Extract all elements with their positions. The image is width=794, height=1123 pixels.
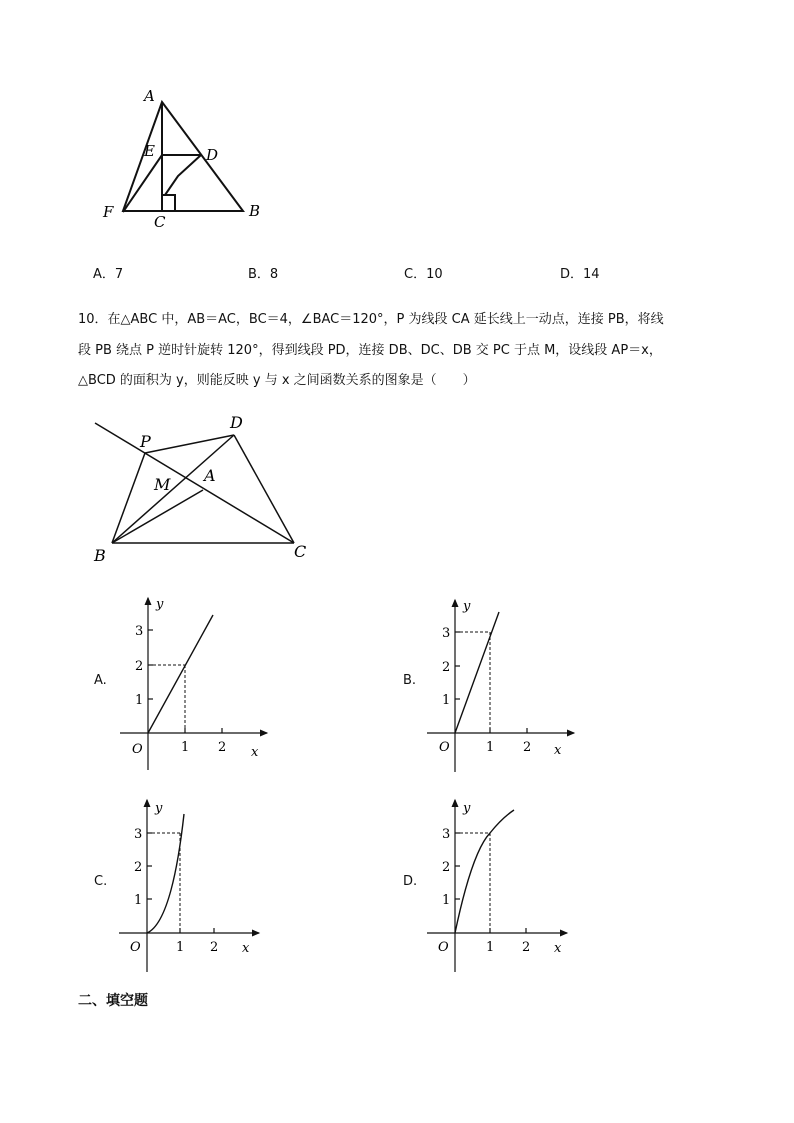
q10-c-xtick-1: 1 [176, 940, 185, 955]
q9-label-C: C [154, 213, 166, 231]
q10-b-x-axis-label: x [554, 743, 562, 758]
q10-a-xtick-1: 1 [181, 740, 190, 755]
q10-text-line3: △BCD 的面积为 y，则能反映 y 与 x 之间函数关系的图象是（ ） [78, 373, 476, 388]
q10-a-ytick-3: 3 [135, 624, 144, 639]
q10-c-xtick-2: 2 [210, 940, 219, 955]
q10-label-B: B [94, 546, 106, 565]
q9-label-B: B [249, 202, 261, 220]
q10-text-line2: 段 PB 绕点 P 逆时针旋转 120°，得到线段 PD，连接 DB、DC、DB 交 PC 于点 M，设线段 AP＝x， [78, 343, 662, 358]
q10-option-b-label[interactable]: B. [403, 673, 417, 688]
q10-c-y-axis-label: y [155, 801, 163, 816]
q10-option-a-label[interactable]: A. [94, 673, 107, 688]
q10-d-xtick-2: 2 [522, 940, 531, 955]
q10-a-ytick-2: 2 [135, 659, 144, 674]
q10-b-origin: O [439, 740, 450, 755]
q10-option-d-graph[interactable] [422, 792, 582, 977]
q10-a-xtick-2: 2 [218, 740, 227, 755]
q10-c-ytick-3: 3 [134, 827, 143, 842]
q10-label-M: M [154, 475, 171, 494]
q9-option-c[interactable]: C．10 [404, 267, 443, 282]
q10-c-origin: O [130, 940, 141, 955]
q10-a-y-axis-label: y [156, 597, 164, 612]
q9-label-F: F [103, 203, 114, 221]
q10-b-ytick-2: 2 [442, 660, 451, 675]
q10-b-xtick-1: 1 [486, 740, 495, 755]
q10-a-x-axis-label: x [251, 745, 259, 760]
q9-option-a[interactable]: A．7 [93, 267, 124, 282]
q10-b-ytick-1: 1 [442, 693, 451, 708]
q10-c-ytick-2: 2 [134, 860, 143, 875]
q10-b-y-axis-label: y [463, 599, 471, 614]
q10-d-ytick-3: 3 [442, 827, 451, 842]
q10-c-ytick-1: 1 [134, 893, 143, 908]
q10-b-xtick-2: 2 [523, 740, 532, 755]
q10-d-origin: O [438, 940, 449, 955]
q9-figure [95, 82, 275, 232]
q10-b-ytick-3: 3 [442, 626, 451, 641]
q9-option-b[interactable]: B．8 [248, 267, 279, 282]
q10-d-xtick-1: 1 [486, 940, 495, 955]
q10-a-origin: O [132, 742, 143, 757]
q9-label-A: A [144, 87, 155, 105]
section-heading-fill-in: 二、填空题 [78, 993, 148, 1009]
q10-d-ytick-1: 1 [442, 893, 451, 908]
q10-a-ytick-1: 1 [135, 693, 144, 708]
q9-option-d[interactable]: D．14 [560, 267, 600, 282]
q10-option-d-label[interactable]: D. [403, 874, 418, 889]
q10-d-y-axis-label: y [463, 801, 471, 816]
q10-label-A: A [204, 466, 216, 485]
q10-label-C: C [294, 542, 307, 561]
q10-option-b-graph[interactable] [422, 592, 582, 777]
q10-c-x-axis-label: x [242, 941, 250, 956]
q10-option-a-graph[interactable] [115, 590, 275, 775]
q10-option-c-graph[interactable] [114, 792, 274, 977]
q9-label-E: E [144, 142, 155, 160]
q10-d-x-axis-label: x [554, 941, 562, 956]
q9-label-D: D [206, 146, 219, 164]
q10-option-c-label[interactable]: C. [94, 874, 108, 889]
q10-label-D: D [230, 413, 243, 432]
q10-d-ytick-2: 2 [442, 860, 451, 875]
q10-figure [88, 410, 328, 570]
q10-text-line1: 10．在△ABC 中，AB＝AC，BC＝4，∠BAC＝120°，P 为线段 CA 延长线上一动点，连接 PB，将线 [78, 312, 664, 327]
q10-label-P: P [140, 432, 151, 451]
